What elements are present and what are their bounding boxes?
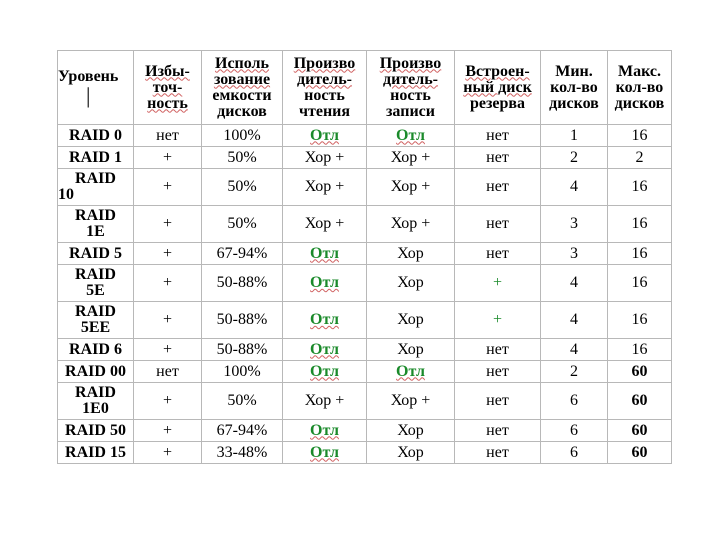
cell-capacity-value: 50% [227,148,257,166]
level-label-line: RAID [75,303,116,320]
cell-read-value: Отл [310,443,339,461]
cell-capacity [202,302,283,339]
cell-spare-value: нет [486,244,509,262]
table-row [58,206,672,243]
cell-redundancy [134,169,202,206]
cell-level [58,339,134,361]
cell-spare [455,361,541,383]
cell-redundancy-value: + [162,148,173,166]
cell-redundancy [134,243,202,265]
cell-read [283,302,367,339]
cell-spare-value: нет [486,340,509,358]
cell-write [367,383,455,420]
table-row [58,420,672,442]
level-label-line: 1E [86,223,105,240]
cell-read [283,243,367,265]
header-level [58,51,134,125]
level-label-line: RAID [75,266,116,283]
cell-spare [455,125,541,147]
cell-redundancy [134,147,202,169]
cell-redundancy [134,265,202,302]
cell-read-value: Хор + [304,178,345,195]
cell-min [541,442,608,464]
cell-redundancy-value: + [162,311,173,328]
cell-write [367,125,455,147]
cell-max [608,125,672,147]
header-min-line-2: кол-во [550,78,598,96]
cell-redundancy [134,442,202,464]
cell-max-value: 16 [631,340,648,358]
table-row [58,147,672,169]
level-label-line: RAID 0 [69,126,122,144]
cell-write-value: Хор + [390,148,431,166]
cell-write [367,339,455,361]
cell-capacity-value: 50-88% [216,340,268,358]
cell-max-value: 16 [631,244,648,262]
cell-spare-value: нет [486,178,509,195]
cell-read-value: Отл [310,126,339,144]
cell-capacity-value: 67-94% [216,421,268,439]
cell-write-value: Хор [397,421,424,439]
cell-max-value: 16 [631,178,648,195]
cell-level [58,147,134,169]
cell-spare [455,302,541,339]
table-body [58,125,672,464]
cell-read-value: Отл [310,340,339,358]
table-row [58,361,672,383]
cell-redundancy-value: нет [156,126,179,144]
cell-capacity [202,420,283,442]
cell-write [367,442,455,464]
cell-spare-value: нет [486,443,509,461]
level-label-line: RAID 15 [65,443,126,461]
cell-spare [455,420,541,442]
cell-redundancy-value: + [162,274,173,291]
cell-redundancy-value: нет [156,362,179,380]
cell-write-value: Хор + [390,178,431,195]
cell-capacity [202,125,283,147]
cell-read [283,383,367,420]
table-row [58,169,672,206]
table-row [58,243,672,265]
cell-level [58,420,134,442]
cell-spare-value: + [492,274,503,291]
header-spare-line-2: ный диск [463,78,532,96]
cell-capacity-value: 50-88% [216,311,268,328]
cell-capacity-value: 100% [223,362,261,380]
cell-write [367,302,455,339]
cell-min [541,206,608,243]
cell-max [608,420,672,442]
cell-min-value: 3 [570,244,578,262]
cell-capacity-value: 50-88% [216,274,268,291]
cell-write [367,206,455,243]
cell-write-value: Хор [397,274,424,291]
cell-capacity [202,442,283,464]
cell-min-value: 6 [570,421,578,439]
cell-spare-value: нет [486,392,509,409]
cell-write [367,265,455,302]
cell-write [367,420,455,442]
cell-write [367,243,455,265]
cell-capacity [202,265,283,302]
header-max-line-3: дисков [614,94,665,112]
cell-min [541,383,608,420]
cell-min [541,339,608,361]
cell-max [608,169,672,206]
cell-max [608,206,672,243]
cell-min [541,147,608,169]
header-max-line-2: кол-во [615,78,664,96]
cell-write-value: Хор [397,340,424,358]
cell-read-value: Хор + [304,392,345,409]
cell-read-value: Хор + [304,148,345,166]
cell-spare [455,339,541,361]
cell-read [283,361,367,383]
cell-redundancy [134,420,202,442]
cell-write-value: Хор + [390,392,431,409]
cell-capacity [202,147,283,169]
cell-redundancy-value: + [162,392,173,409]
cell-max [608,339,672,361]
cell-level [58,206,134,243]
cell-max [608,302,672,339]
cell-read [283,420,367,442]
header-write-line-3: ность [390,86,431,104]
cell-redundancy-value: + [162,215,173,232]
header-redundancy-line-1: Избы- [145,62,190,80]
cell-write [367,361,455,383]
table-row [58,125,672,147]
header-redundancy-line-3: ность [147,94,188,112]
header-level-text: Уровень [58,67,119,85]
cell-read [283,169,367,206]
cell-capacity [202,169,283,206]
header-capacity-line-3: емкости [212,86,272,104]
header-write-line-1: Произво [379,54,442,72]
cell-max-value: 16 [631,126,648,144]
header-min-line-3: дисков [549,94,599,112]
cell-read [283,442,367,464]
cell-redundancy [134,206,202,243]
level-label-line: RAID [75,207,116,224]
cell-redundancy-value: + [162,178,173,195]
header-write-line-2: дитель- [382,70,439,88]
header-spare-line-1: Встроен- [465,62,530,80]
cell-read [283,125,367,147]
cell-max-value: 2 [635,148,644,166]
cell-min [541,302,608,339]
cell-min-value: 6 [570,443,578,461]
cell-redundancy-value: + [162,421,173,439]
table-row [58,302,672,339]
cell-read-value: Отл [310,421,339,439]
cell-read-value: Отл [310,244,339,262]
cell-max-value: 60 [631,443,648,461]
cell-level [58,125,134,147]
cell-level [58,383,134,420]
cell-level [58,169,134,206]
cell-redundancy [134,302,202,339]
header-write [367,51,455,125]
cell-max [608,243,672,265]
cell-read-value: Отл [310,274,339,291]
cell-min-value: 4 [570,340,578,358]
cell-level [58,361,134,383]
cell-write [367,147,455,169]
raid-levels-table [57,50,672,464]
cell-capacity [202,383,283,420]
header-read-line-3: ность [304,86,345,104]
cell-spare [455,147,541,169]
cell-max-value: 60 [631,392,648,409]
table-row [58,383,672,420]
header-spare [455,51,541,125]
cell-write-value: Отл [396,126,425,144]
cell-capacity-value: 50% [227,392,257,409]
cell-level [58,243,134,265]
cell-min-value: 4 [570,311,578,328]
cell-level [58,302,134,339]
cell-min-value: 1 [570,126,578,144]
cell-max [608,361,672,383]
cell-read-value: Отл [310,362,339,380]
cell-min [541,169,608,206]
header-row [58,51,672,125]
cell-capacity-value: 33-48% [216,443,268,461]
cell-capacity-value: 100% [223,126,261,144]
header-level-caret: | [86,82,91,108]
cell-spare [455,265,541,302]
cell-spare [455,206,541,243]
cell-spare-value: нет [486,126,509,144]
cell-min [541,125,608,147]
header-read-line-2: дитель- [296,70,353,88]
cell-min-value: 4 [570,178,578,195]
cell-capacity [202,361,283,383]
cell-read-value: Отл [310,311,339,328]
cell-min [541,361,608,383]
table-row [58,442,672,464]
cell-capacity-value: 67-94% [216,244,268,262]
cell-level [58,442,134,464]
cell-read-value: Хор + [304,215,345,232]
cell-max [608,442,672,464]
level-label-line: RAID 50 [65,421,126,439]
level-label-line: RAID 5 [69,244,122,262]
cell-capacity [202,339,283,361]
level-label-line: RAID [75,170,116,187]
header-write-line-4: записи [386,102,435,120]
cell-min-value: 2 [570,362,578,380]
cell-min [541,420,608,442]
cell-read [283,206,367,243]
table-row [58,339,672,361]
cell-min [541,265,608,302]
cell-spare-value: нет [486,148,509,166]
cell-max-value: 60 [631,421,648,439]
cell-min-value: 6 [570,392,578,409]
level-label-line: RAID [75,384,116,401]
cell-read [283,339,367,361]
header-capacity-line-2: зование [213,70,271,88]
cell-read [283,147,367,169]
cell-spare-value: нет [486,421,509,439]
cell-read [283,265,367,302]
header-max-line-1: Макс. [617,62,662,80]
cell-redundancy [134,383,202,420]
cell-write [367,169,455,206]
cell-write-value: Хор [397,244,424,262]
cell-max-value: 16 [631,215,648,232]
cell-write-value: Хор [397,443,424,461]
cell-max [608,147,672,169]
cell-min-value: 3 [570,215,578,232]
header-read [283,51,367,125]
level-label-line: RAID 1 [69,148,122,166]
cell-level [58,265,134,302]
cell-capacity [202,206,283,243]
level-label-line: 10 [58,186,74,203]
header-max [608,51,672,125]
header-spare-line-3: резерва [469,94,526,112]
cell-write-value: Хор [397,311,424,328]
level-label-line: RAID 00 [65,362,126,380]
header-read-line-4: чтения [298,102,351,120]
header-capacity-line-1: Исполь [215,54,269,72]
level-label-line: 5E [86,282,105,299]
cell-spare-value: нет [486,362,509,380]
cell-spare-value: + [492,311,503,328]
cell-max-value: 16 [631,311,648,328]
cell-capacity [202,243,283,265]
cell-max-value: 60 [631,362,648,380]
cell-spare [455,383,541,420]
cell-min-value: 2 [570,148,578,166]
cell-redundancy-value: + [162,244,173,262]
level-label-line: 5EE [80,319,111,336]
level-label-line: 1E0 [82,400,109,417]
cell-spare [455,442,541,464]
cell-spare-value: нет [486,215,509,232]
header-min [541,51,608,125]
cell-redundancy [134,125,202,147]
cell-min [541,243,608,265]
cell-redundancy [134,339,202,361]
cell-redundancy-value: + [162,340,173,358]
header-redundancy [134,51,202,125]
cell-max [608,265,672,302]
cell-min-value: 4 [570,274,578,291]
table-row [58,265,672,302]
cell-capacity-value: 50% [227,215,257,232]
header-min-line-1: Мин. [555,62,593,80]
cell-redundancy [134,361,202,383]
cell-spare [455,243,541,265]
cell-max-value: 16 [631,274,648,291]
header-capacity [202,51,283,125]
header-redundancy-line-2: точ- [152,78,183,96]
level-label-line: RAID 6 [69,340,122,358]
cell-redundancy-value: + [162,443,173,461]
cell-write-value: Хор + [390,215,431,232]
cell-max [608,383,672,420]
header-capacity-line-4: дисков [217,102,267,120]
cell-capacity-value: 50% [227,178,257,195]
header-read-line-1: Произво [293,54,356,72]
cell-write-value: Отл [396,362,425,380]
cell-spare [455,169,541,206]
